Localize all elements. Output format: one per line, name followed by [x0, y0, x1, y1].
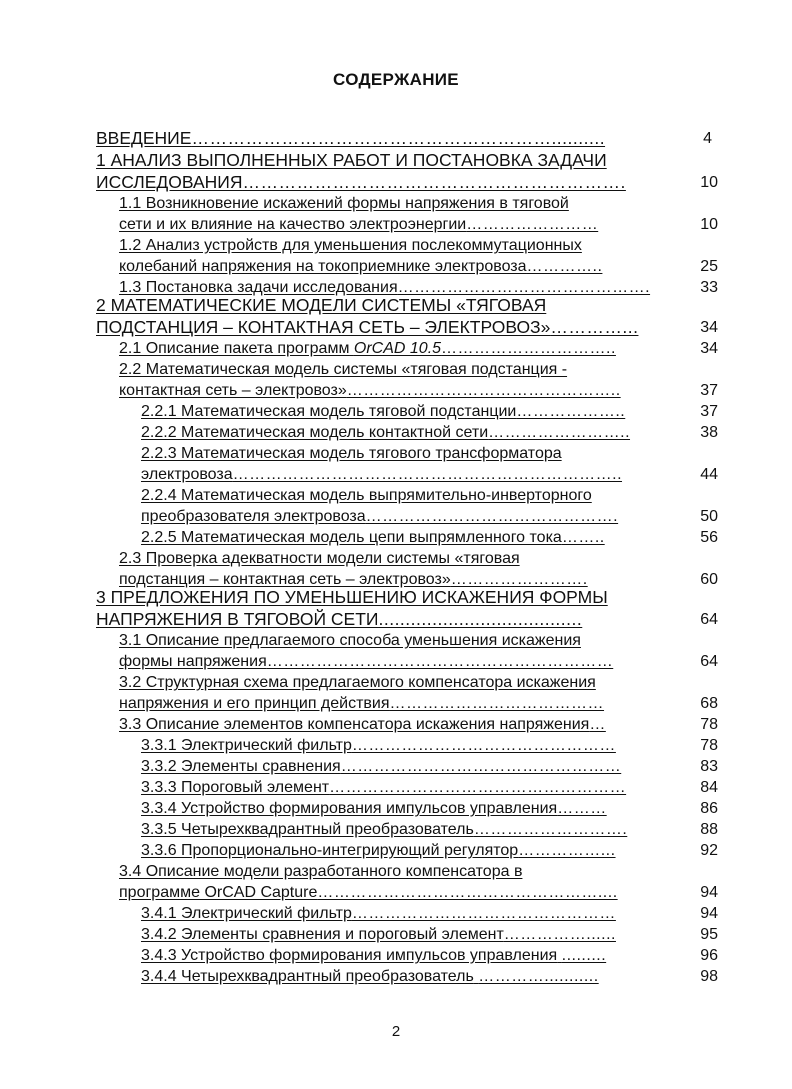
toc-entry-1-2-cont[interactable]: колебаний напряжения на токоприемнике электровоза…………..	[119, 258, 603, 275]
toc-page: 4	[703, 130, 712, 147]
toc-entry-chapter-2-cont[interactable]: ПОДСТАНЦИЯ – КОНТАКТНАЯ СЕТЬ – ЭЛЕКТРОВОЗ»…………...	[96, 317, 639, 337]
toc-entry-1-1[interactable]: 1.1 Возникновение искажений формы напряжения в тяговой	[119, 195, 569, 212]
toc-entry-2-2-cont[interactable]: контактная сеть – электровоз»…………………………………………..	[119, 382, 621, 399]
toc-page: 25	[700, 258, 718, 275]
toc-entry-chapter-3[interactable]: 3 ПРЕДЛОЖЕНИЯ ПО УМЕНЬШЕНИЮ ИСКАЖЕНИЯ ФОРМЫ	[96, 587, 608, 607]
toc-page: 34	[700, 319, 718, 336]
toc-entry-chapter-1[interactable]: 1 АНАЛИЗ ВЫПОЛНЕННЫХ РАБОТ И ПОСТАНОВКА ЗАДАЧИ	[96, 150, 607, 170]
toc-entry-2-2-1[interactable]: 2.2.1 Математическая модель тяговой подстанции………………..	[141, 403, 626, 420]
toc-entry-2-2-3[interactable]: 2.2.3 Математическая модель тягового трансформатора	[141, 445, 562, 462]
toc-entry-2-2-5[interactable]: 2.2.5 Математическая модель цепи выпрямленного тока……..	[141, 529, 605, 546]
toc-page: 64	[700, 653, 718, 670]
toc-entry-2-2-2[interactable]: 2.2.2 Математическая модель контактной сети……………………..	[141, 424, 631, 441]
toc-page: 96	[700, 947, 718, 964]
toc-page: 38	[700, 424, 718, 441]
toc-entry-3-4-3[interactable]: 3.4.3 Устройство формирования импульсов управления .........	[141, 947, 607, 964]
toc-entry-2-2-4-cont[interactable]: преобразователя электровоза……………………………………….	[141, 508, 619, 525]
toc-page: 78	[700, 737, 718, 754]
toc-entry-3-3-5[interactable]: 3.3.5 Четырехквадрантный преобразователь……………………….	[141, 821, 628, 838]
toc-page: 50	[700, 508, 718, 525]
toc-entry-2-2[interactable]: 2.2 Математическая модель системы «тяговая подстанция -	[119, 361, 568, 378]
toc-entry-3-4-2[interactable]: 3.4.2 Элементы сравнения и пороговый элемент……………......	[141, 926, 616, 943]
toc-page: 60	[700, 571, 718, 588]
toc-page: 56	[700, 529, 718, 546]
page-number: 2	[391, 1023, 401, 1040]
toc-page: 37	[700, 403, 718, 420]
toc-entry-1-2[interactable]: 1.2 Анализ устройств для уменьшения послекоммутационных	[119, 237, 582, 254]
toc-entry-2-2-4[interactable]: 2.2.4 Математическая модель выпрямительно-инверторного	[141, 487, 592, 504]
toc-entry-3-4-4[interactable]: 3.4.4 Четырехквадрантный преобразователь …………...........	[141, 968, 599, 985]
toc-entry-3-4[interactable]: 3.4 Описание модели разработанного компенсатора в	[119, 863, 523, 880]
toc-entry-2-3-cont[interactable]: подстанция – контактная сеть – электровоз»…………………….	[119, 571, 588, 588]
toc-entry-3-4-1[interactable]: 3.4.1 Электрический фильтр…………………………………………	[141, 905, 616, 922]
toc-entry-3-3-3[interactable]: 3.3.3 Пороговый элемент………………………………………………	[141, 779, 627, 796]
toc-page: 84	[700, 779, 718, 796]
toc-entry-2-3[interactable]: 2.3 Проверка адекватности модели системы «тяговая	[119, 550, 520, 567]
toc-page: 34	[700, 340, 718, 357]
toc-entry-3-3-4[interactable]: 3.3.4 Устройство формирования импульсов управления………	[141, 800, 607, 817]
toc-entry-3-2-cont[interactable]: напряжения и его принцип действия…………………………………	[119, 695, 605, 712]
toc-page: 10	[700, 174, 718, 191]
toc-entry-3-1-cont[interactable]: формы напряжения………………………………………………………	[119, 653, 614, 670]
toc-entry-3-3-1[interactable]: 3.3.1 Электрический фильтр…………………………………………	[141, 737, 616, 754]
toc-entry-1-3[interactable]: 1.3 Постановка задачи исследования……………………………………….	[119, 279, 651, 296]
toc-page: 88	[700, 821, 718, 838]
toc-page: 94	[700, 884, 718, 901]
toc-page: 83	[700, 758, 718, 775]
toc-page: 44	[700, 466, 718, 483]
toc-entry-3-3[interactable]: 3.3 Описание элементов компенсатора искажения напряжения…	[119, 716, 606, 733]
toc-page: 98	[700, 968, 718, 985]
toc-entry-chapter-3-cont[interactable]: НАПРЯЖЕНИЯ В ТЯГОВОЙ СЕТИ......................................	[96, 609, 583, 629]
toc-entry-chapter-2[interactable]: 2 МАТЕМАТИЧЕСКИЕ МОДЕЛИ СИСТЕМЫ «ТЯГОВАЯ	[96, 295, 547, 315]
toc-page: 33	[700, 279, 718, 296]
toc-page: 92	[700, 842, 718, 859]
toc-page: 37	[700, 382, 718, 399]
toc-entry-1-1-cont[interactable]: сети и их влияние на качество электроэнергии……………………	[119, 216, 599, 233]
toc-page: 86	[700, 800, 718, 817]
toc-entry-2-1[interactable]: 2.1 Описание пакета программ OrCAD 10.5…………………………..	[119, 340, 616, 357]
toc-page: 10	[700, 216, 718, 233]
toc-entry-3-2[interactable]: 3.2 Структурная схема предлагаемого компенсатора искажения	[119, 674, 596, 691]
toc-entry-3-4-cont[interactable]: программе OrCAD Capture……………………………………………....	[119, 884, 618, 901]
toc-entry-2-2-3-cont[interactable]: электровоза……………………………………………………………..	[141, 466, 623, 483]
toc-entry-3-3-6[interactable]: 3.3.6 Пропорционально-интегрирующий регулятор……………...	[141, 842, 616, 859]
page-title: СОДЕРЖАНИЕ	[333, 70, 459, 89]
toc-page: 95	[700, 926, 718, 943]
toc-entry-introduction[interactable]: ВВЕДЕНИЕ……………………………………………………..........	[96, 128, 606, 148]
toc-page: 68	[700, 695, 718, 712]
toc-entry-chapter-1-cont[interactable]: ИССЛЕДОВАНИЯ……………………………………………………….	[96, 172, 626, 192]
toc-entry-3-1[interactable]: 3.1 Описание предлагаемого способа уменьшения искажения	[119, 632, 581, 649]
toc-entry-3-3-2[interactable]: 3.3.2 Элементы сравнения……………………………………………	[141, 758, 622, 775]
toc-page: 94	[700, 905, 718, 922]
toc-page: 78	[700, 716, 718, 733]
toc-page: 64	[700, 611, 718, 628]
